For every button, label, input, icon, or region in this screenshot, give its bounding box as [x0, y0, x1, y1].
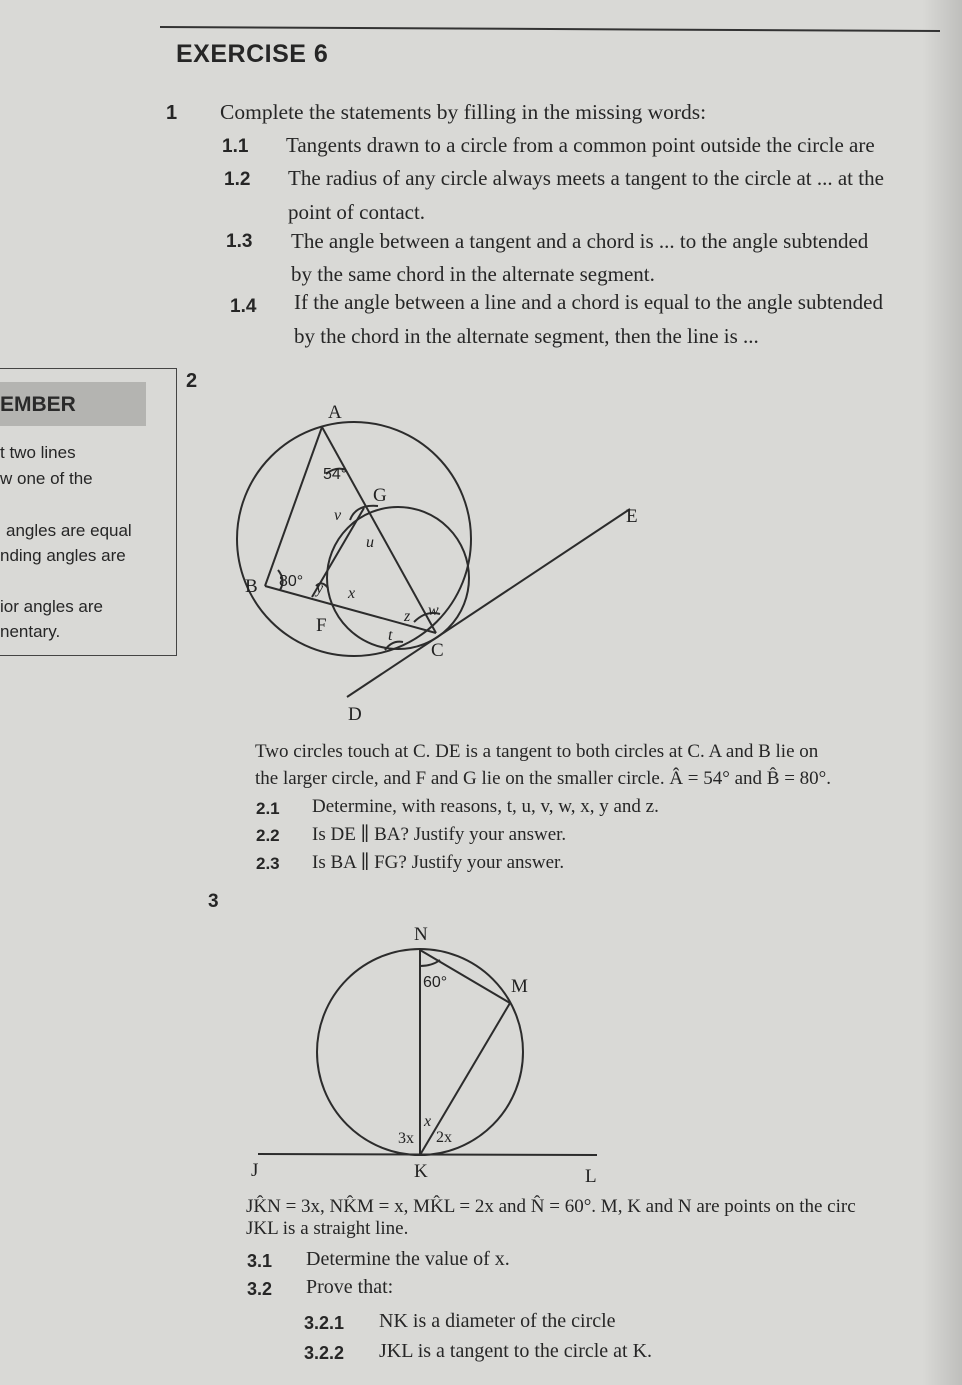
q1-item-number: 1.1 — [222, 136, 249, 157]
q1-item-line: by the chord in the alternate segment, then the line is ... — [294, 324, 759, 348]
q3-subitem-text: JKL is a tangent to the circle at K. — [379, 1340, 653, 1362]
q1-item-line: The angle between a tangent and a chord is ... to the angle subtended — [291, 229, 869, 253]
label-w: w — [428, 602, 439, 619]
remember-line: ior angles are — [0, 597, 104, 616]
q3-subitem-number: 3.2.2 — [304, 1343, 345, 1363]
q1-number: 1 — [166, 102, 178, 124]
remember-line: angles are equal — [6, 521, 132, 540]
q2-item-text: Determine, with reasons, t, u, v, w, x, y and z. — [312, 796, 659, 817]
q2-item-text: Is DE ∥ BA? Justify your answer. — [312, 824, 567, 845]
segment-ac — [322, 427, 436, 633]
q3-item-text: Determine the value of x. — [306, 1248, 510, 1270]
label-b: B — [245, 576, 258, 597]
q3-description-line: JK̂N = 3x, NK̂M = x, MK̂L = 2x and N̂ = 60°. M, K and N are points on the circ — [246, 1196, 856, 1217]
segment-ab — [265, 427, 322, 586]
label-angle-n: 60° — [423, 974, 448, 991]
large-circle — [237, 422, 471, 656]
label-x: x — [348, 585, 356, 602]
q1-item-number: 1.2 — [224, 169, 251, 190]
q1-prompt: Complete the statements by filling in the missing words: — [220, 100, 707, 124]
label-angle-a: 54° — [323, 466, 348, 483]
line-jkl — [258, 1154, 597, 1155]
q3-subitem-number: 3.2.1 — [304, 1313, 345, 1333]
q2-description-line: Two circles touch at C. DE is a tangent to both circles at C. A and B lie on — [255, 741, 819, 762]
q1-item-line: point of contact. — [288, 200, 426, 224]
q3-subitem-text: NK is a diameter of the circle — [379, 1310, 616, 1332]
q1-item-number: 1.3 — [226, 231, 253, 252]
remember-line: t two lines — [0, 443, 76, 462]
remember-heading: EMBER — [0, 393, 76, 416]
small-circle — [327, 507, 469, 649]
label-n: N — [414, 924, 428, 945]
q3-item-number: 3.2 — [247, 1279, 273, 1299]
label-3x: 3x — [398, 1130, 414, 1147]
label-t: t — [388, 627, 393, 644]
q2-description-line: the larger circle, and F and G lie on the smaller circle. Â = 54° and B̂ = 80°. — [255, 768, 832, 789]
q3-description-line: JKL is a straight line. — [246, 1218, 409, 1239]
q1-item-line: Tangents drawn to a circle from a common point outside the circle are — [286, 133, 875, 157]
q2-item-number: 2.2 — [256, 826, 280, 845]
remember-line: nding angles are — [0, 546, 126, 565]
label-k: K — [414, 1161, 428, 1182]
label-f: F — [316, 615, 327, 636]
label-v: v — [334, 507, 342, 524]
label-y: y — [316, 580, 324, 597]
q1-item-number: 1.4 — [230, 296, 257, 317]
q2-number: 2 — [186, 370, 198, 392]
q1-item-line: by the same chord in the alternate segment. — [291, 262, 655, 286]
label-z: z — [404, 608, 411, 625]
label-u: u — [366, 534, 374, 551]
q1-item-line: The radius of any circle always meets a tangent to the circle at ... at the — [288, 166, 884, 190]
q3-item-text: Prove that: — [306, 1276, 394, 1298]
label-angle-b: 80° — [279, 573, 304, 590]
remember-line: w one of the — [0, 469, 93, 488]
label-e: E — [626, 506, 638, 527]
q1-item-line: If the angle between a line and a chord is equal to the angle subtended — [294, 290, 883, 314]
segment-mk — [420, 1003, 510, 1155]
label-c: C — [431, 640, 444, 661]
angle-arc-g — [350, 506, 378, 520]
label-m: M — [511, 976, 528, 997]
tangent-line-de — [347, 509, 630, 697]
exercise-title: EXERCISE 6 — [176, 40, 329, 68]
label-x-angle: x — [424, 1113, 432, 1130]
label-j: J — [251, 1160, 259, 1181]
q2-item-number: 2.1 — [256, 799, 280, 818]
q3-number: 3 — [208, 891, 219, 912]
label-a: A — [328, 402, 342, 423]
q3-item-number: 3.1 — [247, 1251, 273, 1271]
q2-item-number: 2.3 — [256, 854, 280, 873]
label-g: G — [373, 485, 387, 506]
q2-item-text: Is BA ∥ FG? Justify your answer. — [312, 852, 565, 873]
label-d: D — [348, 704, 362, 725]
angle-arc-n — [420, 960, 440, 966]
remember-line: nentary. — [0, 622, 61, 641]
label-2x: 2x — [436, 1129, 452, 1146]
label-l: L — [585, 1166, 597, 1187]
